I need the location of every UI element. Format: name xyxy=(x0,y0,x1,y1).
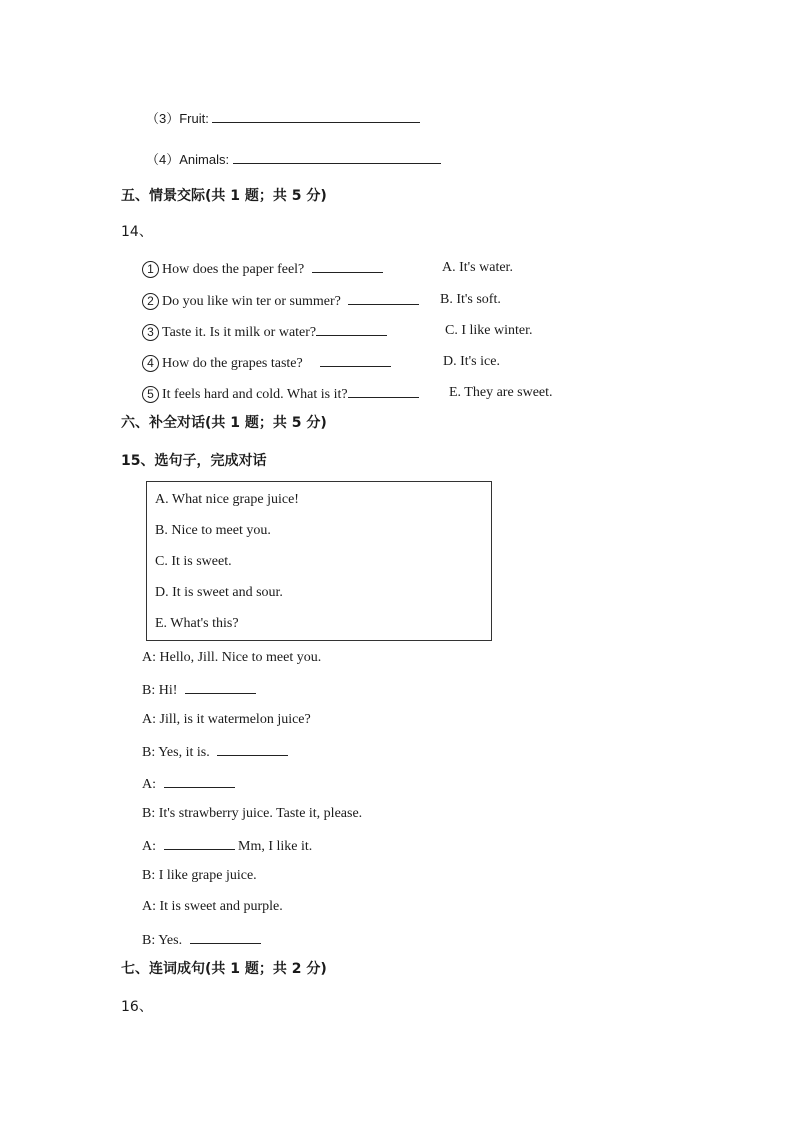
matching-row-2 xyxy=(142,291,419,311)
dialogue-line-2 xyxy=(142,680,256,700)
dialogue-text-5: A: xyxy=(142,777,156,792)
matching-option-c: C. I like winter. xyxy=(445,323,533,338)
fruit-number: （3） xyxy=(146,111,180,126)
dialogue-text-6: B: It's strawberry juice. Taste it, please. xyxy=(142,806,363,821)
choices-box xyxy=(146,481,492,641)
dialogue-text-7: A: xyxy=(142,839,156,854)
dialogue-text-10: B: Yes. xyxy=(142,933,183,948)
section7-heading: 七、连词成句(共 1 题；共 2 分) xyxy=(121,961,327,977)
circled-number-4: 4 xyxy=(142,355,159,372)
animals-blank[interactable] xyxy=(233,150,441,164)
dialogue-line-6 xyxy=(142,805,362,823)
choice-b: B. Nice to meet you. xyxy=(155,523,271,538)
section5-heading: 五、情景交际(共 1 题；共 5 分) xyxy=(121,188,327,204)
matching-blank-5[interactable] xyxy=(348,384,419,398)
dialogue-text-4: B: Yes, it is. xyxy=(142,745,210,760)
matching-blank-4[interactable] xyxy=(320,353,391,367)
dialogue-blank-10[interactable] xyxy=(190,930,261,944)
circled-number-5: 5 xyxy=(142,386,159,403)
fruit-line xyxy=(146,109,420,129)
dialogue-line-7 xyxy=(142,836,312,856)
animals-line xyxy=(146,150,441,170)
dialogue-text-1: A: Hello, Jill. Nice to meet you. xyxy=(142,650,322,665)
matching-option-e: E. They are sweet. xyxy=(449,385,553,400)
matching-question-5: It feels hard and cold. What is it? xyxy=(162,387,348,402)
dialogue-line-9 xyxy=(142,898,283,916)
fruit-blank[interactable] xyxy=(212,109,420,123)
dialogue-text-3: A: Jill, is it watermelon juice? xyxy=(142,712,311,727)
matching-row-3 xyxy=(142,322,387,342)
matching-question-3: Taste it. Is it milk or water? xyxy=(162,325,317,340)
choice-a: A. What nice grape juice! xyxy=(155,492,299,507)
dialogue-line-10 xyxy=(142,930,261,950)
dialogue-blank-7[interactable] xyxy=(164,836,235,850)
circled-number-2: 2 xyxy=(142,293,159,310)
animals-number: （4） xyxy=(146,152,180,167)
question-16-number: 16、 xyxy=(121,999,153,1015)
dialogue-text-8: B: I like grape juice. xyxy=(142,868,257,883)
circled-number-3: 3 xyxy=(142,324,159,341)
dialogue-blank-5[interactable] xyxy=(164,774,235,788)
dialogue-line-8 xyxy=(142,867,257,885)
matching-blank-1[interactable] xyxy=(312,259,383,273)
matching-question-4: How do the grapes taste? xyxy=(162,356,303,371)
dialogue-blank-4[interactable] xyxy=(217,742,288,756)
dialogue-text-2: B: Hi! xyxy=(142,683,178,698)
choice-c: C. It is sweet. xyxy=(155,554,232,569)
matching-option-a: A. It's water. xyxy=(442,260,513,275)
section6-heading: 六、补全对话(共 1 题；共 5 分) xyxy=(121,415,327,431)
question-15-prompt: 15、选句子，完成对话 xyxy=(121,453,267,469)
matching-row-1 xyxy=(142,259,383,279)
matching-row-4 xyxy=(142,353,391,373)
dialogue-text-7-after: Mm, I like it. xyxy=(238,839,313,854)
fruit-label: Fruit: xyxy=(179,111,209,126)
matching-row-5 xyxy=(142,384,419,404)
matching-option-b: B. It's soft. xyxy=(440,292,501,307)
matching-question-1: How does the paper feel? xyxy=(162,262,305,277)
question-14-number: 14、 xyxy=(121,224,153,240)
choice-e: E. What's this? xyxy=(155,616,239,631)
dialogue-line-3 xyxy=(142,711,311,729)
matching-question-2: Do you like win ter or summer? xyxy=(162,294,341,309)
dialogue-line-1 xyxy=(142,649,321,667)
dialogue-line-4 xyxy=(142,742,288,762)
choice-d: D. It is sweet and sour. xyxy=(155,585,283,600)
dialogue-blank-2[interactable] xyxy=(185,680,256,694)
dialogue-text-9: A: It is sweet and purple. xyxy=(142,899,283,914)
circled-number-1: 1 xyxy=(142,261,159,278)
matching-option-d: D. It's ice. xyxy=(443,354,500,369)
dialogue-line-5 xyxy=(142,774,235,794)
matching-blank-2[interactable] xyxy=(348,291,419,305)
matching-blank-3[interactable] xyxy=(316,322,387,336)
animals-label: Animals: xyxy=(179,152,230,167)
